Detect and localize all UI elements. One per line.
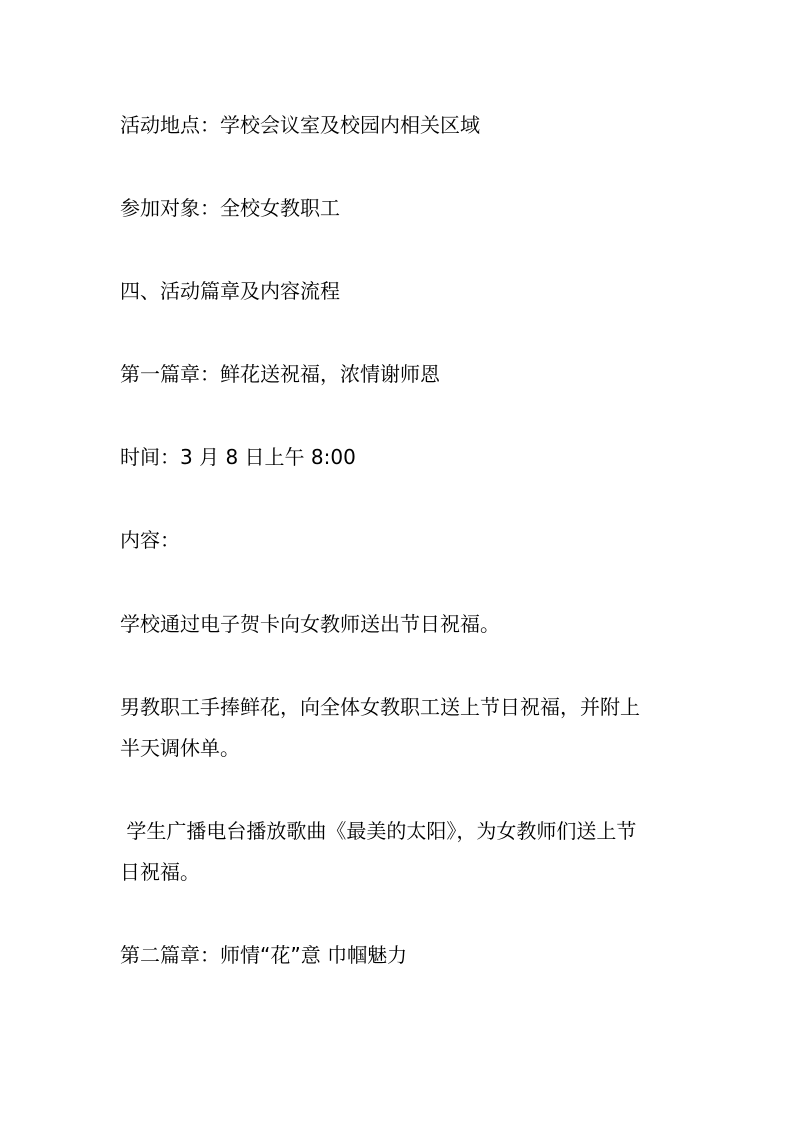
content-label: 内容： (120, 528, 180, 552)
content-item-3-line-2: 日祝福。 (120, 860, 200, 884)
section-heading: 四、活动篇章及内容流程 (120, 279, 340, 303)
content-item-2-line-1: 男教职工手捧鲜花，向全体女教职工送上节日祝福，并附上 (120, 695, 640, 719)
content-item-2-line-2: 半天调休单。 (120, 736, 240, 760)
venue-line: 活动地点：学校会议室及校园内相关区域 (120, 113, 480, 137)
participants-line: 参加对象：全校女教职工 (120, 196, 340, 220)
chapter-two-title: 第二篇章：师情“花”意 巾帼魅力 (120, 943, 408, 967)
content-item-3-line-1: 学生广播电台播放歌曲《最美的太阳》，为女教师们送上节 (120, 819, 637, 843)
chapter-one-title: 第一篇章：鲜花送祝福，浓情谢师恩 (120, 362, 440, 386)
content-item-1: 学校通过电子贺卡向女教师送出节日祝福。 (120, 612, 500, 636)
time-line: 时间：3 月 8 日上午 8:00 (120, 445, 356, 469)
